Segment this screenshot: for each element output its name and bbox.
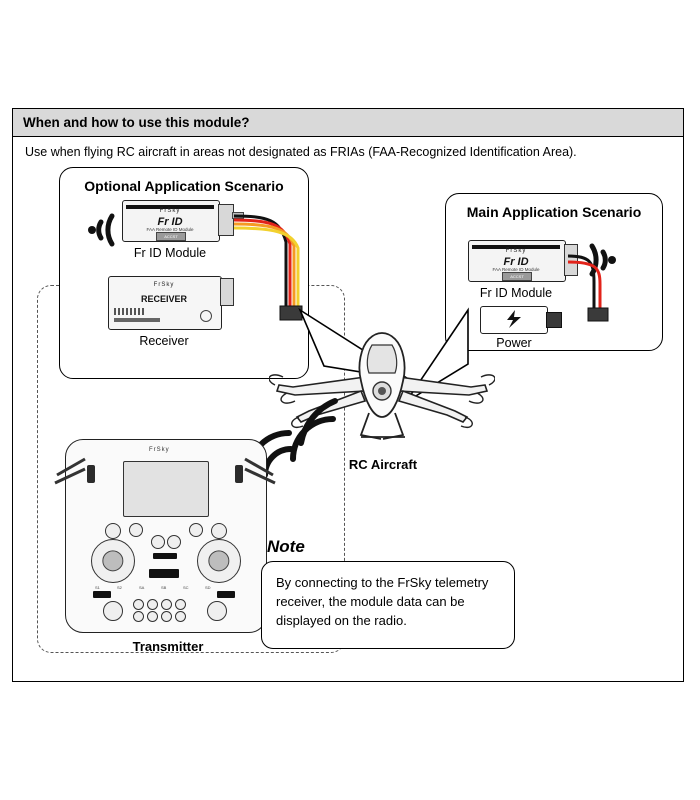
tx-switch-left: [87, 465, 95, 483]
tx-button-5: [133, 611, 144, 622]
transmitter-brand: FrSky: [149, 447, 170, 453]
tx-button-2: [147, 599, 158, 610]
panel-header: [13, 109, 683, 137]
tx-antenna-left: [47, 455, 87, 489]
tx-center-knob-1: [151, 535, 165, 549]
main-panel: [12, 108, 684, 682]
tx-key-label-5: SC: [183, 585, 189, 590]
tx-button-1: [133, 599, 144, 610]
tx-button-8: [175, 611, 186, 622]
tx-center-knob-2: [167, 535, 181, 549]
tx-gimbal-right[interactable]: [197, 539, 241, 583]
panel-header-title: When and how to use this module?: [23, 115, 250, 130]
receiver-brand: FrSky: [153, 282, 175, 288]
module-brand-main: FrSky: [505, 248, 527, 254]
tx-antenna-right: [243, 455, 283, 489]
module-name-main: Fr ID: [503, 256, 529, 268]
receiver-device: [108, 276, 220, 328]
module-tag: ACCST 2.4GHz: [156, 232, 186, 241]
tx-key-label-1: S1: [95, 585, 100, 590]
tx-button-3: [161, 599, 172, 610]
tx-screen: [123, 461, 209, 517]
tx-dial-left: [103, 601, 123, 621]
module-brand: FrSky: [159, 208, 181, 214]
panel-subtitle: Use when flying RC aircraft in areas not designated as FRIAs (FAA-Recognized Identification Area).: [25, 145, 577, 159]
frid-module-optional: [122, 200, 218, 246]
module-tag-main: ACCST 2.4GHz: [502, 272, 532, 281]
tx-key-label-6: SD: [205, 585, 211, 590]
tx-button-7: [161, 611, 172, 622]
tx-button-4: [175, 599, 186, 610]
tx-bottom-switch-1: [93, 591, 111, 598]
tx-knob-1: [105, 523, 121, 539]
power-connector: [546, 312, 562, 328]
note-box: [261, 561, 515, 649]
tx-usb-slot: [149, 569, 179, 578]
tx-knob-4: [211, 523, 227, 539]
receiver-label: RECEIVER: [140, 294, 187, 304]
transmitter-caption: Transmitter: [132, 639, 204, 654]
tx-knob-2: [129, 523, 143, 537]
main-wire-bundle: [564, 248, 624, 328]
rc-aircraft-caption: RC Aircraft: [348, 457, 418, 472]
frid-module-main-caption: Fr ID Module: [479, 286, 553, 300]
module-subtext-main: FAA Remote ID Module: [492, 267, 540, 272]
frid-module-main: [468, 240, 564, 286]
main-scenario-title: Main Application Scenario: [466, 204, 642, 220]
transmitter-device: [65, 439, 265, 631]
tx-switch-right: [235, 465, 243, 483]
module-name: Fr ID: [157, 216, 183, 228]
optional-scenario-title: Optional Application Scenario: [84, 178, 284, 194]
note-label: Note: [267, 537, 305, 556]
note-text: By connecting to the FrSky telemetry receiver, the module data can be displayed on the radio.: [276, 575, 489, 628]
tx-dial-right: [207, 601, 227, 621]
power-caption: Power: [496, 336, 532, 350]
tx-key-label-4: SB: [161, 585, 167, 590]
receiver-caption: Receiver: [139, 334, 189, 348]
tx-button-6: [147, 611, 158, 622]
tx-gimbal-left[interactable]: [91, 539, 135, 583]
tx-knob-3: [189, 523, 203, 537]
tx-key-label-2: S2: [117, 585, 122, 590]
tx-key-label-3: SA: [139, 585, 145, 590]
tx-center-slot: [153, 553, 177, 559]
tx-bottom-switch-2: [217, 591, 235, 598]
signal-icon: [68, 206, 120, 254]
frid-module-optional-caption: Fr ID Module: [133, 246, 207, 260]
module-subtext: FAA Remote ID Module: [146, 227, 194, 232]
